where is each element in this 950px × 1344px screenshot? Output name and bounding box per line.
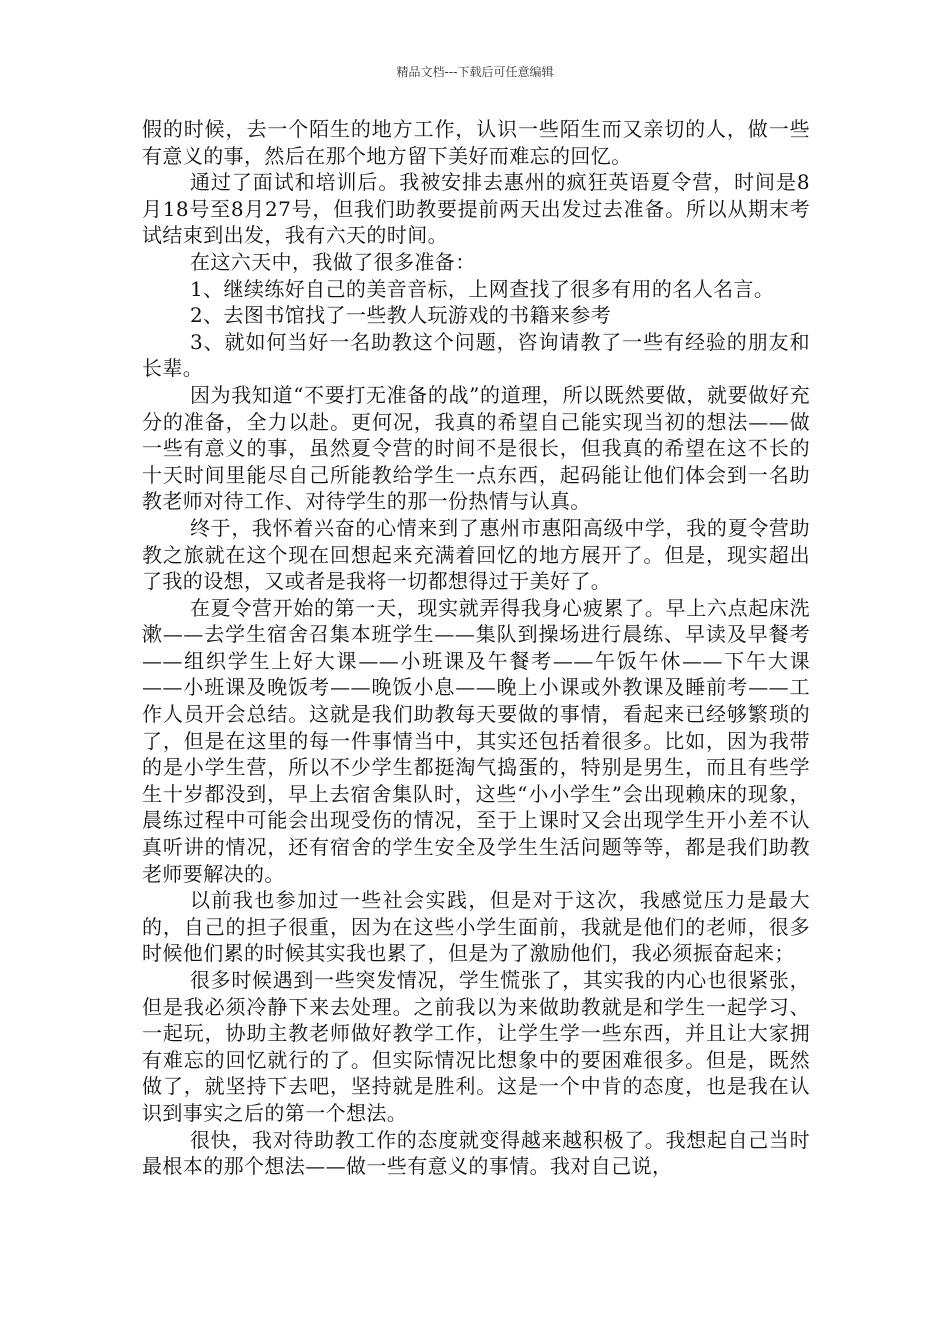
paragraph: 在这六天中，我做了很多准备： <box>190 249 476 274</box>
paragraph: 很快，我对待助教工作的态度就变得越来越积极了。我想起自己当时最根本的那个想法——做一些有意义的事情。我对自己说， <box>142 1127 810 1179</box>
list-item: 2、去图书馆找了一些教人玩游戏的书籍来参考 <box>190 303 612 328</box>
list-item: 1、继续练好自己的美音音标，上网查找了很多有用的名人名言。 <box>190 276 775 301</box>
paragraph: 假的时候，去一个陌生的地方工作，认识一些陌生而又亲切的人，做一些有意义的事，然后在那个地方留下美好而难忘的回忆。 <box>142 117 810 168</box>
paragraph: 因为我知道“不要打无准备的战”的道理，所以既然要做，就要做好充分的准备，全力以赴。更何况，我真的希望自己能实现当初的想法——做一些有意义的事，虽然夏令营的时间不是很长，但我真的希望在这不长的十天时间里能尽自己所能教给学生一点东西，起码能让他们体会到一名助教老师对待工作、对待学生的那一份热情与认真。 <box>142 382 810 514</box>
paragraph: 终于，我怀着兴奋的心情来到了惠州市惠阳高级中学，我的夏令营助教之旅就在这个现在回想起来充满着回忆的地方展开了。但是，现实超出了我的设想，又或者是我将一切都想得过于美好了。 <box>142 515 810 594</box>
paragraph: 以前我也参加过一些社会实践，但是对于这次，我感觉压力是最大的，自己的担子很重，因为在这些小学生面前，我就是他们的老师，很多时候他们累的时候其实我也累了，但是为了激励他们，我必须振奋起来； <box>142 888 810 966</box>
paragraph: 在夏令营开始的第一天，现实就弄得我身心疲累了。早上六点起床洗漱——去学生宿舍召集本班学生——集队到操场进行晨练、早读及早餐考——组织学生上好大课——小班课及午餐考——午饭午休——下午大课——小班课及晚饭考——晚饭小息——晚上小课或外教课及睡前考——工作人员开会总结。这就是我们助教每天要做的事情，看起来已经够繁琐的了，但是在这里的每一件事情当中，其实还包括着很多。比如，因为我带的是小学生营，所以不少学生都挺淘气捣蛋的，特别是男生，而且有些学生十岁都没到，早上去宿舍集队时，这些“小小学生”会出现赖床的现象，晨练过程中可能会出现受伤的情况，至于上课时又会出现学生开小差不认真听讲的情况，还有宿舍的学生安全及学生生活问题等等，都是我们助教老师要解决的。 <box>142 595 810 886</box>
list-item: 3、就如何当好一名助教这个问题，咨询请教了一些有经验的朋友和长辈。 <box>142 329 810 381</box>
paragraph: 很多时候遇到一些突发情况，学生慌张了，其实我的内心也很紧张，但是我必须冷静下来去处理。之前我以为来做助教就是和学生一起学习、一起玩，协助主教老师做好教学工作，让学生学一些东西，并且让大家拥有难忘的回忆就行的了。但实际情况比想象中的要困难很多。但是，既然做了，就坚持下去吧，坚持就是胜利。这是一个中肯的态度，也是我在认识到事实之后的第一个想法。 <box>142 968 810 1125</box>
document-body <box>142 116 810 1180</box>
page-header: 精品文档---下载后可任意编辑 <box>396 65 554 79</box>
paragraph: 通过了面试和培训后。我被安排去惠州的疯狂英语夏令营，时间是8月18号至8月27号，但我们助教要提前两天出发过去准备。所以从期末考试结束到出发，我有六天的时间。 <box>142 170 810 248</box>
